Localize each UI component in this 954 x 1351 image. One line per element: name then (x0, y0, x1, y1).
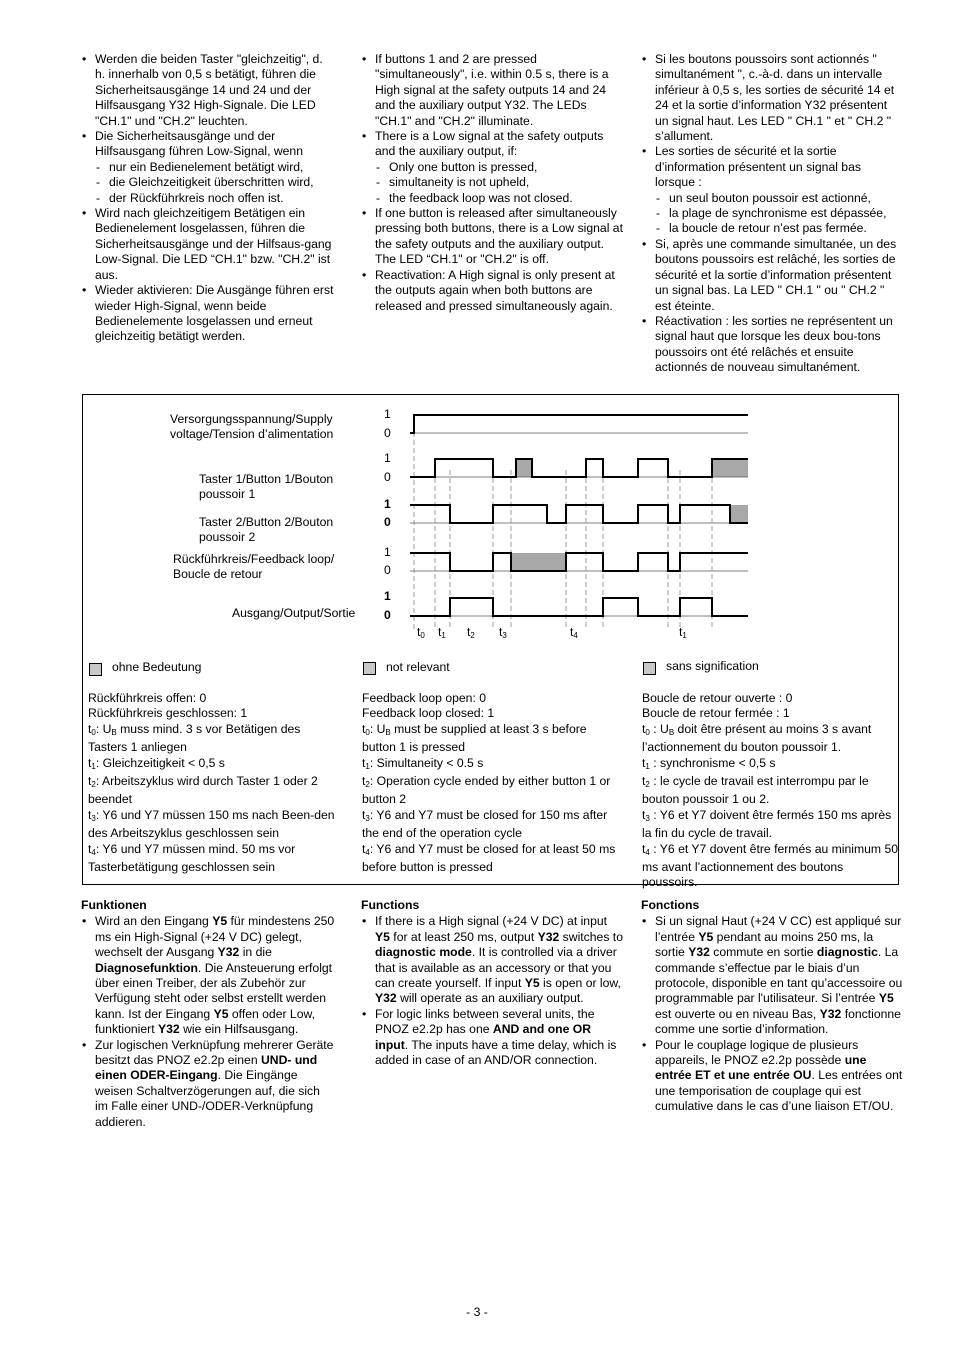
legend-line: $t_4$: Y6 und Y7 müssen mind. 50 ms vor Tasterbetätigung geschlossen sein (88, 841, 296, 875)
level-label-high: 1 (384, 407, 391, 421)
legend-text-de (88, 691, 338, 875)
list-item: • Werden die beiden Taster "gleichzeitig", d. h. innerhalb von 0,5 s betätigt, führen die Sicherheitsausgänge 14 und 24 und der Hilfsausgang Y32 High-Signale. Die LED "CH.1" und "CH.2" leuchten. (81, 52, 336, 129)
legend-swatch-label: ohne Bedeutung (112, 660, 202, 674)
level-label-low: 0 (384, 515, 391, 529)
legend-line: $t_4$: Y6 and Y7 must be closed for at least 50 ms before button is pressed (362, 841, 616, 875)
bullet-list (361, 914, 623, 1068)
section-heading: Fonctions (641, 898, 700, 912)
list-item: • Les sorties de sécurité et la sortie d’information présentent un signal bas lorsque : - un seul bouton poussoir est actionné, - la plage de synchronisme est dépassée, - la boucle de retour n’est pas fermée. (641, 144, 903, 236)
legend-line: Feedback loop closed: 1 (362, 706, 495, 721)
legend-line: $t_2$: Operation cycle ended by either button 1 or button 2 (362, 774, 611, 807)
text-run: commute en sortie (709, 945, 817, 960)
time-label: $t_1$ (679, 625, 687, 640)
time-label: $t_0$ (417, 625, 425, 640)
bold-text-run: UND- und einen ODER-Eingang (95, 1053, 318, 1083)
list-item (641, 914, 903, 1037)
legend-line: $t_0$: $U_B$ must be supplied at least 3 s before button 1 is pressed (362, 721, 587, 755)
dash-item: - die Gleichzeitigkeit überschritten wird, (95, 175, 336, 190)
list-item (641, 1038, 903, 1115)
bold-text-run: Y32 (537, 929, 560, 944)
legend-line: $t_2$: Arbeitszyklus wird durch Taster 1 oder 2 beendet (88, 774, 318, 807)
dash-item: - simultaneity is not upheld, (375, 175, 623, 190)
text-run: Si un signal Haut (+24 V CC) est appliqué sur l’entrée (655, 914, 902, 944)
bold-text-run: diagnostic mode (375, 945, 472, 960)
top-column-fr (641, 52, 903, 376)
text-run: . Die Ansteuerung erfolgt über einen Treiber, der als Zubehör zur Verfügung steht oder selbst erstellt werden kann. Ist der Eingang (95, 960, 333, 1021)
level-label-low: 0 (384, 608, 391, 622)
text-run: pendant au moins 250 ms, la sortie (655, 929, 874, 960)
level-label-high: 1 (384, 451, 391, 465)
list-item: • Wieder aktivieren: Die Ausgänge führen erst wieder High-Signal, wenn beide Bedienelemente losgelassen und erneut gleichzeitig betätigt werden. (81, 283, 336, 345)
bold-text-run: Y32 (375, 991, 397, 1006)
level-label-low: 0 (384, 470, 391, 484)
legend-text-fr (642, 691, 898, 891)
bold-text-run: Diagnosefunktion (95, 960, 198, 975)
signal-label-output: Ausgang/Output/Sortie (232, 606, 356, 620)
bullet-list (641, 52, 903, 376)
legend-line: $t_0$: $U_B$ muss mind. 3 s vor Betätigen des Tasters 1 anliegen (88, 721, 301, 755)
text-run: Pour le couplage logique de plusieurs appareils, le PNOZ e2.2p possède (655, 1037, 859, 1068)
text-run: . Die Eingänge weisen Schaltverzögerungen auf, die sich im Falle einer UND-/ODER-Verknüpfung addieren. (95, 1068, 320, 1129)
bold-text-run: Y32 (819, 1006, 842, 1021)
bold-text-run: Y5 (375, 929, 390, 944)
bold-text-run: Y5 (698, 929, 714, 944)
list-item (361, 914, 623, 1006)
top-column-de (81, 52, 336, 345)
legend-line: $t_1$: Gleichzeitigkeit < 0,5 s (88, 755, 225, 771)
legend-line: Boucle de retour ouverte : 0 (642, 691, 793, 705)
signal-label-supply: Versorgungsspannung/Supply voltage/Tension d’alimentation (170, 412, 334, 442)
bold-text-run: Y32 (688, 945, 710, 960)
list-item: • Die Sicherheitsausgänge und der Hilfsausgang führen Low-Signal, wenn - nur ein Bedienelement betätigt wird, - die Gleichzeitigkeit überschritten wird, - der Rückführkreis noch offen ist. (81, 129, 336, 206)
legend-line: $t_3$: Y6 and Y7 must be closed for 150 ms after the end of the operation cycle (362, 807, 608, 841)
list-item: • Si, après une commande simultanée, un des boutons poussoirs est relâché, les sorties de sécurité et la sortie d’information présentent un signal bas. La LED " CH.1 " ou " CH.2 " est éteinte. (641, 237, 903, 314)
level-label-high: 1 (384, 545, 391, 559)
dash-item: - nur ein Bedienelement betätigt wird, (95, 160, 336, 175)
list-item: • Reactivation: A High signal is only present at the outputs again when both buttons are released and pressed simultaneously again. (361, 268, 623, 314)
functions-fr (641, 898, 903, 1115)
legend-line: Feedback loop open: 0 (362, 691, 486, 705)
signal-label-feedback-loop: Rückführkreis/Feedback loop/ Boucle de retour (173, 552, 335, 582)
list-item: • Si les boutons poussoirs sont actionnés " simultanément ", c.-à-d. dans un intervalle inférieur à 0,5 s, les sorties de sécurité 14 et 24 et la sortie d’information Y32 présentent un signal haut. Les LED " CH.1 " et " CH.2 " s’allument. (641, 52, 903, 144)
dash-list (95, 160, 336, 206)
legend-swatch (363, 662, 376, 675)
legend-line: $t_4$ : Y6 et Y7 dovent être fermés au minimum 50 ms avant l’actionnement des boutons poussoirs. (642, 841, 899, 890)
level-label-high: 1 (384, 497, 391, 511)
time-label: $t_1$ (438, 625, 446, 640)
dash-item: - der Rückführkreis noch offen ist. (95, 191, 336, 206)
text-run: switches to (559, 929, 623, 944)
dash-list (655, 191, 903, 237)
text-run: will operate as an auxiliary output. (396, 991, 584, 1006)
text-run: . The inputs have a time delay, which is added in case of an AND/OR connection. (375, 1037, 617, 1068)
legend-swatch-label: sans signification (666, 659, 759, 673)
section-heading: Funktionen (81, 898, 147, 912)
page-number: - 3 - (466, 1305, 488, 1319)
bullet-list (81, 52, 336, 345)
level-label-low: 0 (384, 426, 391, 440)
bullet-list (641, 914, 903, 1114)
legend-line: Rückführkreis offen: 0 (88, 691, 207, 705)
dash-item: - un seul bouton poussoir est actionné, (655, 191, 903, 206)
list-item (81, 914, 336, 1037)
legend-line: $t_1$: Simultaneity < 0.5 s (362, 755, 484, 771)
legend-text-en (362, 691, 617, 875)
dash-item: - la plage de synchronisme est dépassée, (655, 206, 903, 221)
legend-line: $t_0$ : $U_B$ doit être présent au moins 3 s avant l’actionnement du bouton poussoir 1. (642, 721, 872, 755)
legend-line: Rückführkreis geschlossen: 1 (88, 706, 248, 721)
list-item: • Réactivation : les sorties ne représentent un signal haut que lorsque les deux bou-tons poussoirs ont été relâchés et ensuite actionnés de nouveau simultanément. (641, 314, 903, 376)
time-label: $t_2$ (467, 625, 475, 640)
text-run: Wird an den Eingang (95, 914, 213, 929)
legend-line: Boucle de retour fermée : 1 (642, 706, 790, 721)
legend-swatch (643, 662, 656, 675)
bold-text-run: Y5 (524, 976, 540, 991)
bold-text-run: diagnostic (816, 945, 878, 960)
list-item: • There is a Low signal at the safety outputs and the auxiliary output, if: - Only one button is pressed, - simultaneity is not upheld, - the feedback loop was not closed. (361, 129, 623, 206)
bold-text-run: Y5 (212, 914, 228, 929)
legend-swatch-label: not relevant (386, 660, 450, 674)
signal-label-button1: Taster 1/Button 1/Bouton poussoir 1 (199, 472, 334, 502)
functions-de (81, 898, 336, 1130)
dash-item: - la boucle de retour n’est pas fermée. (655, 221, 903, 236)
functions-en (361, 898, 623, 1068)
list-item: • Wird nach gleichzeitigem Betätigen ein Bedienelement losgelassen, führen die Sicherheitsausgänge und der Hilfsaus-gang Low-Signal. Die LED “CH.1" bzw. "CH.2" ist aus. (81, 206, 336, 283)
bold-text-run: Y5 (878, 991, 894, 1006)
bold-text-run: Y32 (158, 1022, 180, 1037)
legend-line: $t_1$ : synchronisme < 0,5 s (642, 755, 776, 771)
list-item: • If one button is released after simultaneously pressing both buttons, there is a Low signal at the safety outputs and the auxiliary output. The LED “CH.1" or "CH.2" is off. (361, 206, 623, 268)
time-label: $t_3$ (499, 625, 507, 640)
level-label-high: 1 (384, 589, 391, 603)
top-column-en (361, 52, 623, 314)
text-run: Zur logischen Verknüpfung mehrerer Geräte besitzt das PNOZ e2.2p einen (95, 1037, 334, 1068)
text-run: offen oder Low, funktioniert (95, 1006, 316, 1037)
text-run: für mindestens 250 ms ein High-Signal (+24 V DC) gelegt, wechselt der Ausgang (95, 914, 335, 960)
dash-item: - Only one button is pressed, (375, 160, 623, 175)
list-item (81, 1038, 336, 1130)
level-label-low: 0 (384, 563, 391, 577)
legend-swatch (89, 663, 102, 676)
text-run: If there is a High signal (+24 V DC) at input (375, 914, 608, 929)
time-label: $t_4$ (570, 625, 578, 640)
text-run: fonctionne comme une sortie d’information. (655, 1006, 901, 1037)
text-run: in die (239, 945, 272, 960)
legend-line: $t_2$ : le cycle de travail est interrompu par le bouton poussoir 1 ou 2. (642, 774, 869, 807)
bullet-list (81, 914, 336, 1130)
bold-text-run: Y5 (213, 1006, 229, 1021)
bold-text-run: Y32 (217, 945, 240, 960)
list-item (361, 1007, 623, 1069)
dash-item: - the feedback loop was not closed. (375, 191, 623, 206)
bold-text-run: une entrée ET et une entrée OU (655, 1053, 867, 1083)
text-run: wie ein Hilfsausgang. (179, 1022, 299, 1037)
bullet-list (361, 52, 623, 314)
text-run: is open or low, (539, 976, 621, 991)
legend-line: $t_3$: Y6 und Y7 müssen 150 ms nach Been-den des Arbeitszyklus geschlossen sein (88, 807, 335, 841)
text-run: est ouverte ou en niveau Bas, (655, 1006, 820, 1021)
text-run: . La commande s’effectue par le biais d’un protocole, disponible en tant qu’accessoire ou programmable par l'utilisateur. Si l’entrée (655, 945, 903, 1006)
text-run: . It is controlled via a driver that is available as an accessory or that you can create yourself. If input (375, 945, 617, 991)
text-run: For logic links between several units, the PNOZ e2.2p has one (375, 1006, 595, 1037)
signal-label-button2: Taster 2/Button 2/Bouton poussoir 2 (199, 515, 334, 545)
bold-text-run: AND and one OR input (375, 1022, 592, 1052)
text-run: . Les entrées ont une temporisation de couplage qui est cumulative dans le cas d’une liaison ET/OU. (655, 1068, 903, 1114)
dash-list (375, 160, 623, 206)
list-item: • If buttons 1 and 2 are pressed "simultaneously", i.e. within 0.5 s, there is a High signal at the safety outputs 14 and 24 and the auxiliary output Y32. The LEDs "CH.1" and "CH.2" illuminate. (361, 52, 623, 129)
legend-line: $t_3$ : Y6 et Y7 doivent être fermés 150 ms après la fin du cycle de travail. (642, 807, 892, 841)
text-run: for at least 250 ms, output (389, 929, 538, 944)
section-heading: Functions (361, 898, 420, 912)
